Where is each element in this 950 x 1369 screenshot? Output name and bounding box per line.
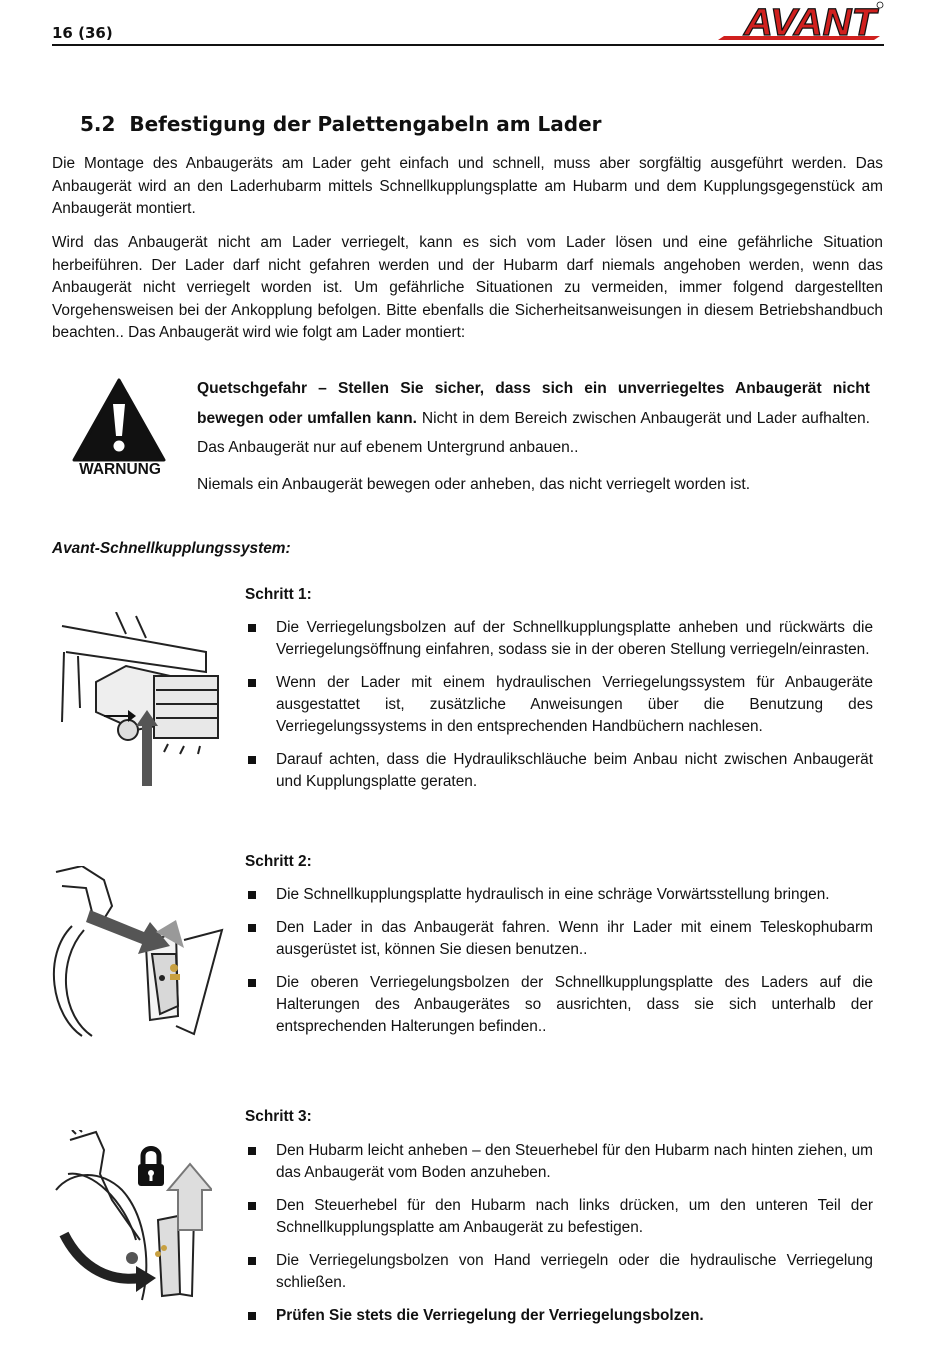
bullet-icon	[248, 679, 256, 687]
bullet-icon	[248, 1312, 256, 1320]
warning-bold-text: Quetschgefahr – Stellen Sie sicher, dass sich ein unverriegeltes Anbaugerät nicht bewegen oder umfallen kann.	[197, 380, 870, 427]
list-item	[245, 884, 873, 906]
step-1-title: Schritt 1:	[245, 586, 312, 603]
bullet-icon	[248, 979, 256, 987]
step-2-illustration	[52, 866, 232, 1038]
step-2-title: Schritt 2:	[245, 853, 312, 870]
bullet-icon	[248, 624, 256, 632]
avant-logo	[714, 0, 886, 42]
list-item	[245, 672, 873, 739]
warning-body-text: Nicht in dem Bereich zwischen Anbaugerät und Lader aufhalten. Das Anbaugerät nur auf ebenem Untergrund anbauen..	[197, 409, 871, 456]
list-item-text: Den Lader in das Anbaugerät fahren. Wenn ihr Lader mit einem Teleskophubarm ausgerüstet ist, können Sie diesen benutzen..	[276, 918, 873, 958]
list-item-text: Den Steuerhebel für den Hubarm nach links drücken, um den unteren Teil der Schnellkupplungsplatte am Anbaugerät zu befestigen.	[276, 1196, 873, 1237]
list-item	[245, 972, 873, 1039]
list-item-text: Die Verriegelungsbolzen von Hand verriegeln oder die hydraulische Verriegelung schließen.	[276, 1251, 873, 1292]
list-item-text: Wenn der Lader mit einem hydraulischen Verriegelungssystem für Anbaugeräte ausgestattet ist, zusätzliche Anweisungen über die Benutzung des Verriegelungssystems in den entsprechenden Handbüchern nachlesen.	[276, 673, 873, 736]
bullet-icon	[248, 1257, 256, 1265]
section-title: 5.2 Befestigung der Palettengabeln am Lader	[80, 112, 602, 136]
warning-text	[197, 374, 870, 463]
list-item	[245, 917, 873, 961]
warning-label: WARNUNG	[79, 461, 161, 478]
intro-paragraph: Die Montage des Anbaugeräts am Lader geht einfach und schnell, muss aber sorgfältig ausgeführt werden. Das Anbaugerät wird an den Laderhubarm mittels Schnellkupplungsplatte am Hubarm und dem Kupplungsgegenstück am Anbaugerät montiert.	[52, 155, 883, 217]
bullet-icon	[248, 1147, 256, 1155]
list-item-text: Die Schnellkupplungsplatte hydraulisch in eine schräge Vorwärtsstellung bringen.	[276, 886, 830, 903]
bullet-icon	[248, 924, 256, 932]
svg-text:AVANT: AVANT	[742, 2, 879, 42]
warning-text-2: Niemals ein Anbaugerät bewegen oder anheben, das nicht verriegelt worden ist.	[197, 476, 751, 493]
subheading: Avant-Schnellkupplungssystem:	[52, 540, 291, 557]
list-item	[245, 1250, 873, 1294]
step-2-list	[245, 884, 873, 1049]
bullet-icon	[248, 1202, 256, 1210]
warning-triangle-icon	[72, 378, 166, 462]
list-item-text: Prüfen Sie stets die Verriegelung der Verriegelungsbolzen.	[276, 1306, 704, 1324]
list-item-bold	[245, 1305, 873, 1327]
list-item-text: Darauf achten, dass die Hydraulikschläuche beim Anbau nicht zwischen Anbaugerät und Kupplungsplatte geraten.	[276, 751, 873, 791]
bullet-icon	[248, 756, 256, 764]
safety-paragraph: Wird das Anbaugerät nicht am Lader verriegelt, kann es sich vom Lader lösen und eine gefährliche Situation herbeiführen. Der Lader darf nicht gefahren werden und der Hubarm darf niemals angehoben werden, wenn das Anbaugerät nicht verriegelt worden ist. Um gefährliche Situationen zu vermeiden, immer folgend dargestellten Vorgehensweisen bei der Ankopplung befolgen. Bitte ebenfalls die Sicherheitsanweisungen in diesem Betriebshandbuch beachten.. Das Anbaugerät wird wie folgt am Lader montiert:	[52, 234, 883, 341]
list-item	[245, 749, 873, 793]
list-item-text: Den Hubarm leicht anheben – den Steuerhebel für den Hubarm nach hinten ziehen, um das Anbaugerät vom Boden anzuheben.	[276, 1142, 873, 1182]
list-item	[245, 617, 873, 661]
list-item-text: Die Verriegelungsbolzen auf der Schnellkupplungsplatte anheben und rückwärts die Verriegelungsöffnung einfahren, sodass sie in der oberen Stellung verriegeln/einrasten.	[276, 619, 873, 659]
header-rule	[52, 44, 884, 46]
bullet-icon	[248, 891, 256, 899]
step-3-title: Schritt 3:	[245, 1108, 312, 1125]
list-item-text: Die oberen Verriegelungsbolzen der Schnellkupplungsplatte des Laders auf die Halterungen des Anbaugerätes so ausrichten, dass sie sich unterhalb der entsprechenden Halterungen befinden..	[276, 973, 873, 1036]
step-1-illustration	[56, 612, 234, 790]
step-1-list	[245, 617, 873, 804]
step-3-illustration	[52, 1130, 212, 1302]
list-item	[245, 1195, 873, 1239]
page-number: 16 (36)	[52, 24, 113, 42]
list-item	[245, 1140, 873, 1184]
step-3-list	[245, 1140, 873, 1337]
